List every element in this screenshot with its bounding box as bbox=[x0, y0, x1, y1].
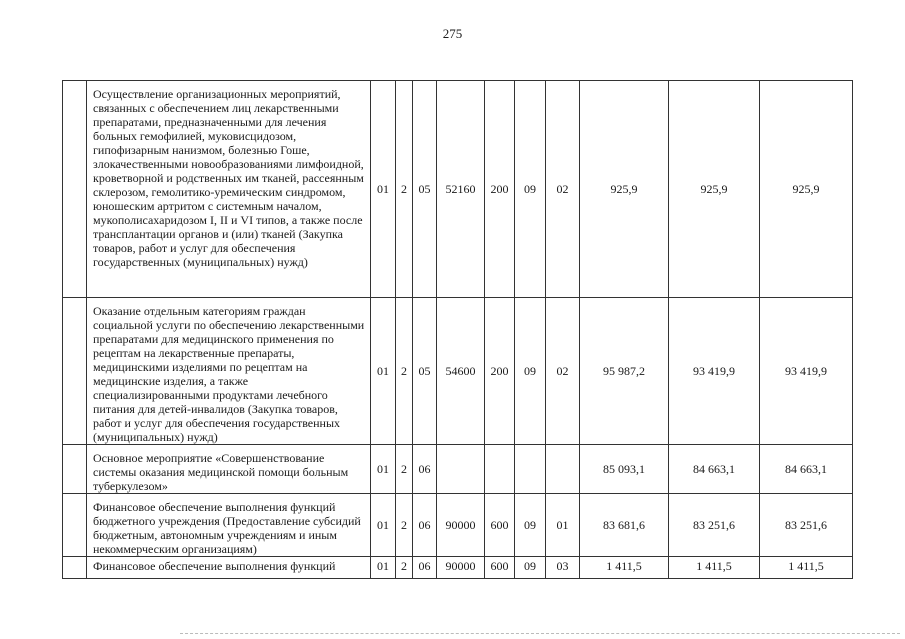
amount-cell: 925,9 bbox=[760, 81, 853, 298]
row-number-cell bbox=[63, 81, 87, 298]
amount-cell: 925,9 bbox=[669, 81, 760, 298]
code-cell: 2 bbox=[396, 557, 413, 579]
code-cell: 600 bbox=[485, 557, 515, 579]
row-number-cell bbox=[63, 557, 87, 579]
row-number-cell bbox=[63, 298, 87, 445]
table-row bbox=[63, 298, 853, 445]
table-row bbox=[63, 81, 853, 298]
code-cell: 06 bbox=[413, 557, 437, 579]
amount-cell: 83 251,6 bbox=[760, 494, 853, 557]
code-cell: 52160 bbox=[437, 81, 485, 298]
code-cell: 06 bbox=[413, 494, 437, 557]
code-cell: 09 bbox=[515, 557, 546, 579]
row-number-cell bbox=[63, 494, 87, 557]
table-row bbox=[63, 494, 853, 557]
code-cell: 05 bbox=[413, 81, 437, 298]
table-row bbox=[63, 445, 853, 494]
code-cell: 02 bbox=[546, 298, 580, 445]
amount-cell: 1 411,5 bbox=[580, 557, 669, 579]
code-cell bbox=[437, 445, 485, 494]
row-name: Осуществление организационных мероприятий, связанных с обеспечением лиц лекарственными препаратами, предназначенными для лечения больных гемофилией, муковисцидозом, гипофизарным нанизмом, болезнью Гоше, злокачественными новообразованиями лимфоидной, кроветворной и родственных им тканей, рассеянным склерозом, гемолитико-уремическим синдромом, юношеским артритом с системным началом, мукополисахаридозом I, II и VI типов, а также после трансплантации органов и (или) тканей (Закупка товаров, работ и услуг для обеспечения государственных (муниципальных) нужд) bbox=[87, 81, 371, 298]
code-cell: 2 bbox=[396, 445, 413, 494]
amount-cell: 925,9 bbox=[580, 81, 669, 298]
amount-cell: 1 411,5 bbox=[669, 557, 760, 579]
code-cell: 01 bbox=[371, 557, 396, 579]
code-cell: 01 bbox=[371, 445, 396, 494]
budget-table bbox=[62, 80, 853, 579]
code-cell: 200 bbox=[485, 298, 515, 445]
amount-cell: 84 663,1 bbox=[669, 445, 760, 494]
code-cell: 01 bbox=[546, 494, 580, 557]
code-cell bbox=[546, 445, 580, 494]
row-name: Оказание отдельным категориям граждан социальной услуги по обеспечению лекарственными препаратами для медицинского применения по рецептам на лекарственные препараты, медицинскими изделиями по рецептам на медицинские изделия, а также специализированными продуктами лечебного питания для детей-инвалидов (Закупка товаров, работ и услуг для обеспечения государственных (муниципальных) нужд) bbox=[87, 298, 371, 445]
code-cell: 01 bbox=[371, 298, 396, 445]
code-cell: 05 bbox=[413, 298, 437, 445]
amount-cell: 85 093,1 bbox=[580, 445, 669, 494]
amount-cell: 83 681,6 bbox=[580, 494, 669, 557]
row-name: Основное мероприятие «Совершенствование системы оказания медицинской помощи больным туберкулезом» bbox=[87, 445, 371, 494]
scan-edge-divider bbox=[180, 633, 900, 634]
code-cell: 200 bbox=[485, 81, 515, 298]
code-cell: 09 bbox=[515, 298, 546, 445]
code-cell: 03 bbox=[546, 557, 580, 579]
code-cell: 54600 bbox=[437, 298, 485, 445]
code-cell: 06 bbox=[413, 445, 437, 494]
code-cell: 01 bbox=[371, 81, 396, 298]
code-cell bbox=[515, 445, 546, 494]
amount-cell: 95 987,2 bbox=[580, 298, 669, 445]
code-cell: 2 bbox=[396, 298, 413, 445]
code-cell: 09 bbox=[515, 81, 546, 298]
row-name: Финансовое обеспечение выполнения функций bbox=[87, 557, 371, 579]
amount-cell: 83 251,6 bbox=[669, 494, 760, 557]
row-name: Финансовое обеспечение выполнения функций бюджетного учреждения (Предоставление субсидий бюджетным, автономным учреждениям и иным некоммерческим организациям) bbox=[87, 494, 371, 557]
code-cell bbox=[485, 445, 515, 494]
code-cell: 01 bbox=[371, 494, 396, 557]
code-cell: 90000 bbox=[437, 494, 485, 557]
code-cell: 2 bbox=[396, 494, 413, 557]
code-cell: 2 bbox=[396, 81, 413, 298]
code-cell: 90000 bbox=[437, 557, 485, 579]
page-number: 275 bbox=[442, 26, 463, 41]
code-cell: 02 bbox=[546, 81, 580, 298]
code-cell: 09 bbox=[515, 494, 546, 557]
amount-cell: 84 663,1 bbox=[760, 445, 853, 494]
amount-cell: 93 419,9 bbox=[760, 298, 853, 445]
code-cell: 600 bbox=[485, 494, 515, 557]
table-row bbox=[63, 557, 853, 579]
amount-cell: 1 411,5 bbox=[760, 557, 853, 579]
row-number-cell bbox=[63, 445, 87, 494]
amount-cell: 93 419,9 bbox=[669, 298, 760, 445]
